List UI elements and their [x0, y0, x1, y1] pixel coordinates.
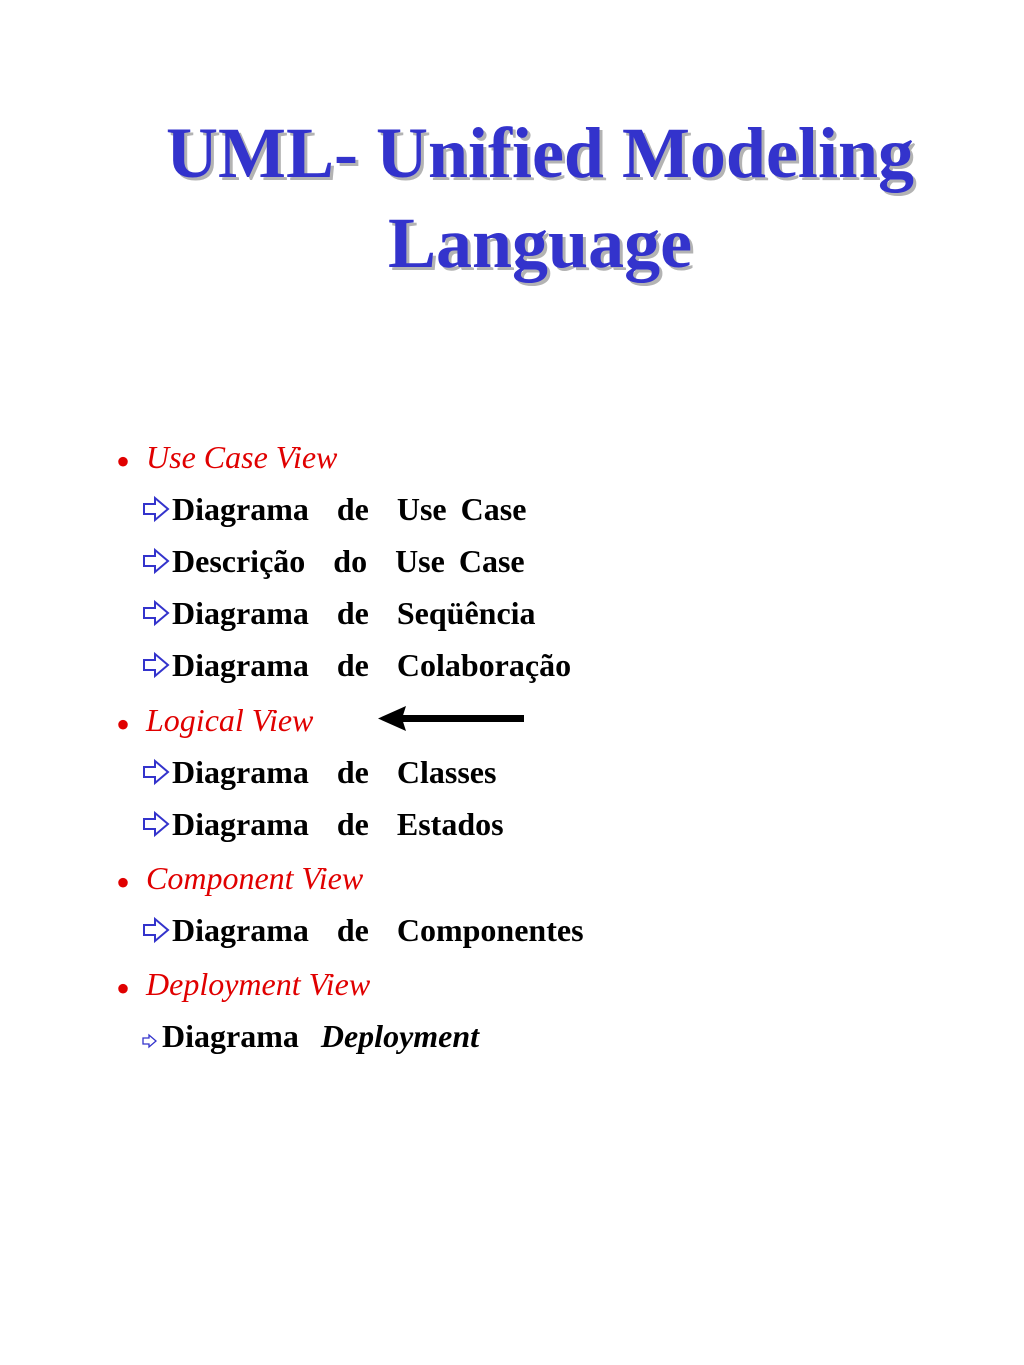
list-item-label: Diagrama de Estados: [172, 806, 504, 842]
right-outline-arrow-icon: [142, 910, 172, 950]
right-outline-arrow-icon: [142, 804, 172, 844]
list-item: [142, 910, 584, 950]
list-item: [142, 1016, 479, 1056]
bullet-dot: •: [116, 860, 131, 905]
list-item: [142, 489, 526, 529]
right-outline-arrow-icon: [142, 489, 172, 529]
right-outline-arrow-icon: [142, 593, 172, 633]
right-outline-arrow-icon: [142, 1016, 162, 1056]
right-outline-arrow-icon: [142, 541, 172, 581]
section-component-view: [116, 858, 364, 905]
list-item: [142, 804, 504, 844]
right-outline-arrow-icon: [142, 752, 172, 792]
list-item-label: Diagrama de Classes: [172, 754, 497, 790]
section-logical-view: [116, 700, 314, 747]
list-item-label: Diagrama de Componentes: [172, 912, 584, 948]
slide-title-line-1: UML- Unified Modeling: [166, 113, 914, 193]
section-label: Logical View: [146, 702, 314, 738]
list-item-label: Diagrama: [162, 1018, 299, 1054]
list-item: [142, 541, 525, 581]
section-deployment-view: [116, 964, 371, 1011]
list-item-label: Diagrama de Colaboração: [172, 647, 572, 683]
slide-title-line-2: Language: [387, 203, 693, 283]
section-use-case-view: [116, 437, 338, 484]
bullet-dot: •: [116, 439, 131, 484]
list-item: [142, 645, 571, 685]
right-outline-arrow-icon: [142, 645, 172, 685]
list-item-label: Diagrama de Use Case: [172, 491, 527, 527]
section-label: Deployment View: [146, 966, 371, 1002]
list-item: [142, 593, 536, 633]
list-item-italic-label: Deployment: [320, 1018, 480, 1054]
list-item-label: Diagrama de Seqüência: [172, 595, 536, 631]
left-arrow-icon: [376, 700, 526, 745]
bullet-dot: •: [116, 702, 131, 747]
section-label: Component View: [146, 860, 364, 896]
section-label: Use Case View: [146, 439, 338, 475]
list-item-label: Descrição do Use Case: [172, 543, 525, 579]
bullet-dot: •: [116, 966, 131, 1011]
list-item: [142, 752, 496, 792]
